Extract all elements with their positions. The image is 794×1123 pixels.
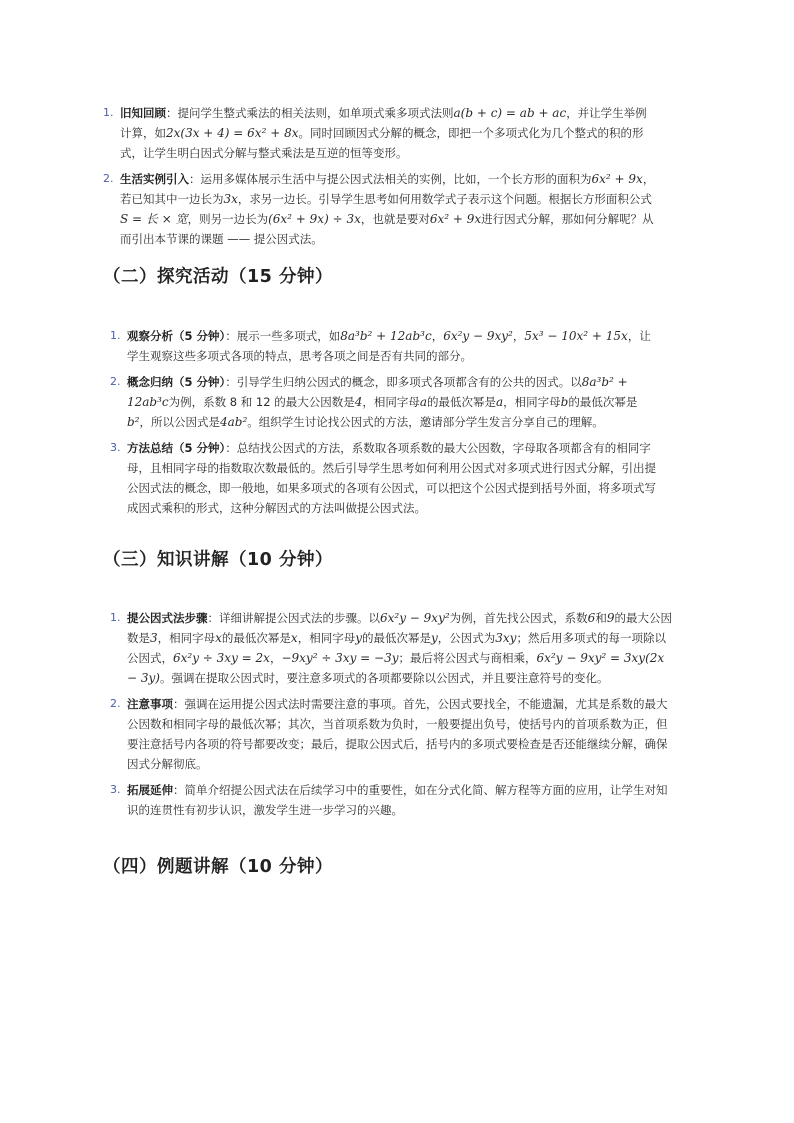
item-text: ， — [431, 329, 444, 343]
formula: 6x²y − 9xy² — [380, 611, 450, 625]
list-item-steps — [110, 608, 675, 688]
formula: 3x — [223, 192, 238, 206]
list-item-notes — [110, 694, 675, 774]
explore-list — [110, 326, 660, 518]
item-number: 2. — [110, 697, 121, 710]
item-text: ，则另一边长为 — [187, 212, 269, 226]
item-text: ，相同字母 — [157, 631, 216, 645]
item-text: ，也就是要对 — [360, 212, 430, 226]
item-title: 旧知回顾 — [120, 106, 166, 120]
item-text: ；最后将公因式与商相乘， — [398, 651, 537, 665]
formula: 3 — [150, 631, 158, 645]
item-text: ，相同字母 — [297, 631, 356, 645]
formula: 8a³b² + 12ab³c — [340, 329, 432, 343]
item-text: ，相同字母 — [362, 395, 420, 409]
item-text: 进行因式分解，那如何分解呢？从而引出本节课的课题 —— 提公因式法。 — [120, 212, 654, 246]
formula: 9 — [606, 611, 615, 625]
formula: b² — [127, 415, 140, 429]
formula: 6x² + 9x — [591, 172, 643, 186]
item-number: 3. — [110, 441, 121, 454]
formula: 6x²y − 9xy² = 3xy(2x − 3y) — [127, 651, 665, 685]
formula: 5x³ − 10x² + 15x — [524, 329, 628, 343]
formula: a — [496, 395, 504, 409]
formula: x — [215, 631, 222, 645]
formula: 4 — [354, 395, 363, 409]
formula: 3xy — [495, 631, 517, 645]
item-number: 1. — [103, 106, 114, 119]
item-number: 2. — [103, 172, 114, 185]
item-text: 。同时回顾因式分解的概念，即把一个多项式化为几个整式的积的形式，让学生明白因式分解与整式乘法是互逆的恒等变形。 — [120, 126, 644, 160]
item-text: 和 — [595, 611, 607, 625]
item-title: 提公因式法步骤 — [127, 611, 208, 625]
item-title: 拓展延伸 — [127, 783, 173, 797]
item-text: 为例，系数 8 和 12 的最大公因数是 — [168, 395, 355, 409]
list-item-review — [103, 103, 658, 163]
formula: 4ab² — [220, 415, 248, 429]
intro-list — [103, 103, 658, 249]
section-heading-knowledge: （三）知识讲解（10 分钟） — [103, 550, 333, 570]
section-heading-explore: （二）探究活动（15 分钟） — [103, 267, 333, 287]
list-item-life-example — [103, 169, 658, 249]
formula: a(b + c) = ab + ac — [453, 106, 567, 120]
item-text: 。组织学生讨论找公因式的方法，邀请部分学生发言分享自己的理解。 — [247, 415, 604, 429]
item-text: ，求另一边长。引导学生思考如何用数学式子表示这个问题。根据长方形面积公式 — [237, 192, 652, 206]
item-text: 为例，首先找公因式，系数 — [449, 611, 588, 625]
item-text: 的最低次幂是 — [568, 395, 638, 409]
knowledge-list — [110, 608, 675, 820]
item-text: ，所以公因式是 — [139, 415, 220, 429]
item-title: 生活实例引入 — [120, 172, 189, 186]
formula: x — [290, 631, 298, 645]
item-number: 1. — [110, 329, 121, 342]
item-text: ：简单介绍提公因式法在后续学习中的重要性，如在分式化简、解方程等方面的应用，让学生对知识的连贯性有初步认识，激发学生进一步学习的兴趣。 — [127, 783, 668, 817]
item-text: ：运用多媒体展示生活中与提公因式法相关的实例，比如，一个长方形的面积为 — [189, 172, 592, 186]
item-text: 。强调在提取公因式时，要注意多项式的各项都要除以公因式，并且要注意符号的变化。 — [159, 671, 609, 685]
item-title: 注意事项 — [127, 697, 173, 711]
item-text: ；然后用多项式的每一项除以公因式， — [127, 631, 666, 665]
formula: 6x² + 9x — [429, 212, 482, 226]
formula: a — [419, 395, 428, 409]
formula: y — [430, 631, 438, 645]
formula: 6x²y − 9xy² — [443, 329, 513, 343]
list-item-extension — [110, 780, 675, 820]
item-number: 2. — [110, 375, 121, 388]
item-text: ，相同字母 — [503, 395, 561, 409]
item-number: 3. — [110, 783, 121, 796]
item-title: 概念归纳（5 分钟） — [127, 375, 226, 389]
item-text: ，让学生观察这些多项式各项的特点，思考各项之间是否有共同的部分。 — [127, 329, 651, 363]
formula: −9xy² ÷ 3xy = −3y — [281, 651, 399, 665]
item-text: 的最低次幂是 — [221, 631, 291, 645]
list-item-summary — [110, 438, 660, 518]
formula: 6x²y ÷ 3xy = 2x — [173, 651, 270, 665]
item-text: ：强调在运用提公因式法时需要注意的事项。首先，公因式要找全，不能遗漏，尤其是系数的最大公因数和相同字母的最低次幂；其次，当首项系数为负时，一般要提出负号，使括号内的首项系数为正，但要注意括号内各项的符号都要改变；最后，提取公因式后，括号内的多项式要检查是否还能继续分解，确保因式分解彻底。 — [127, 697, 668, 771]
item-text: ，并让学生举例计算，如 — [120, 106, 647, 140]
item-text: ：展示一些多项式，如 — [225, 329, 341, 343]
formula: (6x² + 9x) ÷ 3x — [268, 212, 361, 226]
section-heading-examples: （四）例题讲解（10 分钟） — [103, 857, 333, 877]
item-text: ：详细讲解提公因式法的步骤。以 — [207, 611, 380, 625]
item-text: ：总结找公因式的方法，系数取各项系数的最大公因数，字母取各项都含有的相同字母，且相同字母的指数取次数最低的。然后引导学生思考如何利用公因式对多项式进行因式分解，引出提公因式法的概念，即一般地，如果多项式的各项有公因式，可以把这个公因式提到括号外面，将多项式写成因式乘积的形式，这种分解因式的方法叫做提公因式法。 — [127, 441, 656, 515]
item-text: 的最低次幂是 — [427, 395, 497, 409]
item-text: 的最低次幂是 — [361, 631, 431, 645]
item-title: 观察分析（5 分钟） — [127, 329, 226, 343]
formula: 2x(3x + 4) = 6x² + 8x — [166, 126, 299, 140]
item-text: ， — [269, 651, 282, 665]
item-text: ， — [512, 329, 525, 343]
item-text: 的最大公因数是 — [127, 611, 672, 645]
formula: 8a³b² + 12ab³c — [127, 375, 628, 409]
item-number: 1. — [110, 611, 121, 624]
formula: 6 — [587, 611, 596, 625]
item-text: ，若已知其中一边长为 — [120, 172, 655, 206]
formula: S = 长 × 宽 — [120, 212, 188, 226]
item-text: ，公因式为 — [437, 631, 496, 645]
item-text: ：引导学生归纳公因式的概念，即多项式各项都含有的公共的因式。以 — [225, 375, 582, 389]
item-text: ：提问学生整式乘法的相关法则，如单项式乘多项式法则 — [166, 106, 454, 120]
formula: b — [560, 395, 569, 409]
list-item-observe — [110, 326, 660, 366]
item-title: 方法总结（5 分钟） — [127, 441, 226, 455]
list-item-concept — [110, 372, 660, 432]
formula: y — [355, 631, 362, 645]
